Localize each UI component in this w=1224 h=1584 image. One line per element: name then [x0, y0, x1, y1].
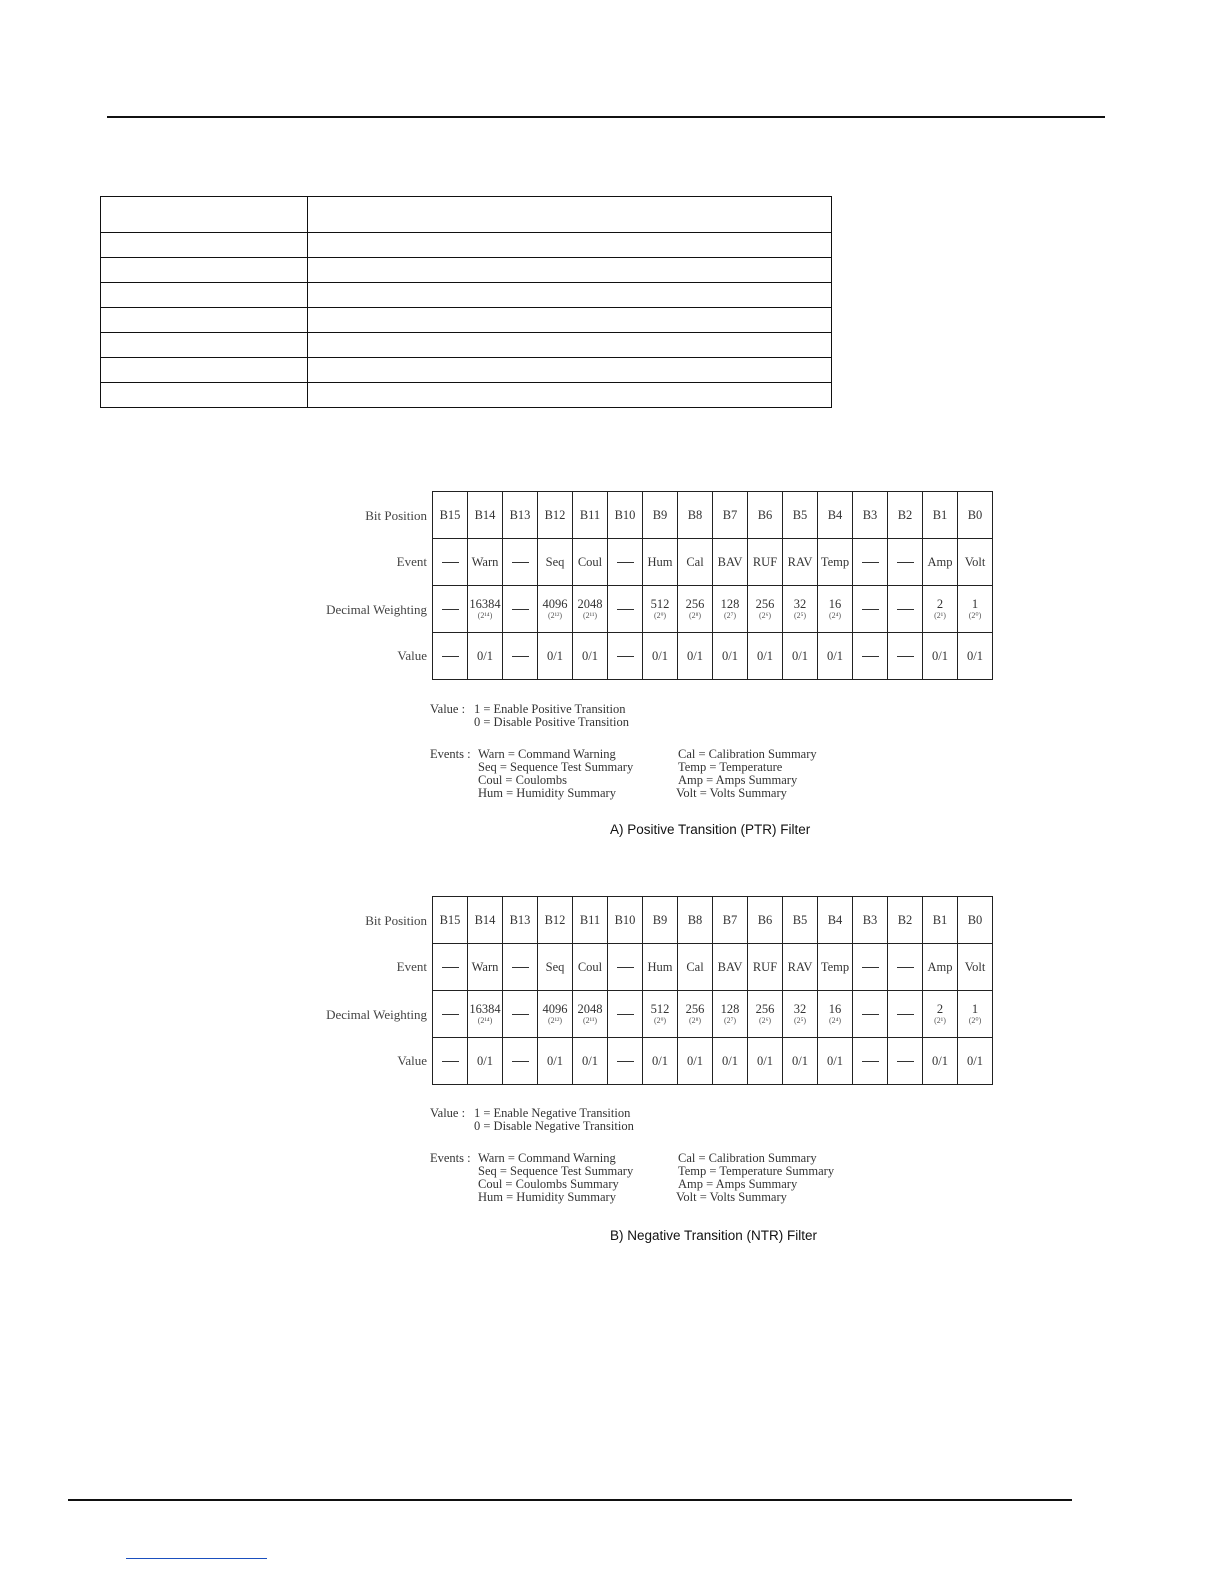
event-cell: Seq — [538, 944, 573, 991]
dash-mark — [617, 562, 634, 563]
weight-cell — [573, 586, 608, 633]
value-cell: 0/1 — [538, 633, 573, 680]
row-label-event: Event — [396, 959, 427, 974]
weight-cell — [678, 991, 713, 1038]
ptr-caption: A) Positive Transition (PTR) Filter — [610, 822, 811, 837]
bit-cell: B1 — [923, 492, 958, 539]
event-cell — [608, 539, 643, 586]
event-cell: RAV — [783, 539, 818, 586]
value-cell: 0/1 — [678, 1038, 713, 1085]
weight-cell — [888, 586, 923, 633]
bit-cell: B2 — [888, 492, 923, 539]
dash-mark — [512, 1061, 529, 1062]
weight-cell — [748, 586, 783, 633]
ntr-caption: B) Negative Transition (NTR) Filter — [610, 1228, 818, 1243]
ntr-event-def: Volt = Volts Summary — [676, 1190, 787, 1204]
bit-cell: B11 — [573, 897, 608, 944]
weight-exponent: (2¹¹) — [582, 610, 598, 620]
weight-value: 16 — [828, 1001, 842, 1016]
weight-cell — [888, 991, 923, 1038]
weight-exponent: (2⁴) — [828, 610, 842, 620]
event-cell — [888, 539, 923, 586]
bit-cell: B4 — [818, 492, 853, 539]
bit-cell: B1 — [923, 897, 958, 944]
event-cell: Warn — [468, 944, 503, 991]
ntr-event-def: Hum = Humidity Summary — [478, 1190, 616, 1204]
weight-value: 1 — [971, 1001, 979, 1016]
event-cell — [853, 539, 888, 586]
bit-cell: B12 — [538, 492, 573, 539]
dash-mark — [862, 967, 879, 968]
weight-exponent: (2⁶) — [758, 1015, 772, 1025]
dash-mark — [862, 1014, 879, 1015]
table-cell — [101, 333, 308, 358]
event-cell — [853, 944, 888, 991]
table-cell — [308, 258, 832, 283]
weight-cell — [713, 991, 748, 1038]
weight-cell — [643, 586, 678, 633]
value-cell: 0/1 — [923, 1038, 958, 1085]
empty-grid-table — [100, 196, 832, 408]
value-cell: 0/1 — [468, 1038, 503, 1085]
dash-mark — [897, 1014, 914, 1015]
dash-mark — [617, 609, 634, 610]
ntr-legend — [430, 1107, 870, 1207]
bit-cell: B14 — [468, 897, 503, 944]
ntr-value-line2: 0 = Disable Negative Transition — [474, 1119, 634, 1133]
weight-cell — [538, 991, 573, 1038]
weight-exponent: (2¹²) — [547, 1015, 563, 1025]
value-cell: 0/1 — [818, 1038, 853, 1085]
value-cell: 0/1 — [783, 1038, 818, 1085]
dash-mark — [897, 562, 914, 563]
weight-cell — [853, 586, 888, 633]
dash-mark — [512, 562, 529, 563]
weight-cell — [468, 991, 503, 1038]
weight-cell — [433, 991, 468, 1038]
bit-cell: B6 — [748, 897, 783, 944]
bit-cell: B5 — [783, 492, 818, 539]
value-cell — [853, 633, 888, 680]
weight-value: 16384 — [469, 596, 501, 611]
header-rule — [107, 116, 1105, 118]
event-cell: Hum — [643, 539, 678, 586]
table-cell — [101, 383, 308, 408]
weight-value: 32 — [793, 1001, 807, 1016]
bit-cell: B10 — [608, 492, 643, 539]
event-cell: Volt — [958, 944, 993, 991]
value-cell — [433, 633, 468, 680]
table-cell — [308, 383, 832, 408]
table-cell — [101, 358, 308, 383]
weight-exponent: (2¹⁴) — [477, 1015, 493, 1025]
footer-rule — [68, 1499, 1072, 1501]
weight-cell — [783, 586, 818, 633]
weight-cell — [923, 586, 958, 633]
weight-cell — [503, 991, 538, 1038]
value-cell: 0/1 — [958, 633, 993, 680]
value-cell: 0/1 — [468, 633, 503, 680]
table-cell — [308, 233, 832, 258]
value-cell: 0/1 — [748, 1038, 783, 1085]
weight-cell — [713, 586, 748, 633]
weight-value: 2048 — [577, 596, 603, 611]
value-cell: 0/1 — [818, 633, 853, 680]
event-cell: Amp — [923, 539, 958, 586]
ntr-event-def: Warn = Command Warning — [478, 1151, 616, 1165]
weight-cell — [818, 586, 853, 633]
value-cell — [853, 1038, 888, 1085]
value-cell: 0/1 — [643, 633, 678, 680]
table-cell — [308, 358, 832, 383]
dash-mark — [897, 1061, 914, 1062]
weight-exponent: (2⁷) — [723, 1015, 737, 1025]
footer-link-underline[interactable] — [126, 1558, 267, 1559]
table-cell — [101, 197, 308, 233]
row-label-value: Value — [397, 648, 427, 663]
weight-exponent: (2⁷) — [723, 610, 737, 620]
weight-exponent: (2⁸) — [688, 1015, 702, 1025]
value-cell: 0/1 — [643, 1038, 678, 1085]
bit-cell: B8 — [678, 492, 713, 539]
value-cell — [608, 633, 643, 680]
value-cell — [608, 1038, 643, 1085]
dash-mark — [442, 1061, 459, 1062]
event-cell — [503, 944, 538, 991]
row-label-bit-position: Bit Position — [365, 508, 427, 523]
bit-cell: B7 — [713, 492, 748, 539]
bit-cell: B6 — [748, 492, 783, 539]
weight-value: 4096 — [542, 596, 568, 611]
ptr-event-def: Seq = Sequence Test Summary — [478, 760, 634, 774]
weight-exponent: (2¹) — [934, 1015, 946, 1025]
bit-cell: B15 — [433, 897, 468, 944]
event-cell — [433, 944, 468, 991]
event-cell: BAV — [713, 539, 748, 586]
dash-mark — [617, 656, 634, 657]
weight-cell — [923, 991, 958, 1038]
event-cell — [888, 944, 923, 991]
weight-cell — [783, 991, 818, 1038]
event-cell: Warn — [468, 539, 503, 586]
row-label-bit-position: Bit Position — [365, 913, 427, 928]
dash-mark — [897, 656, 914, 657]
table-cell — [101, 283, 308, 308]
weight-value: 128 — [720, 596, 740, 611]
dash-mark — [512, 656, 529, 657]
weight-value: 16 — [828, 596, 842, 611]
dash-mark — [862, 562, 879, 563]
bit-cell: B4 — [818, 897, 853, 944]
event-cell: BAV — [713, 944, 748, 991]
weight-cell — [678, 586, 713, 633]
event-cell: Temp — [818, 944, 853, 991]
dash-mark — [897, 967, 914, 968]
bit-cell: B15 — [433, 492, 468, 539]
event-cell: Hum — [643, 944, 678, 991]
weight-value: 256 — [755, 1001, 775, 1016]
table-cell — [308, 308, 832, 333]
bit-cell: B12 — [538, 897, 573, 944]
weight-value: 2 — [936, 1001, 944, 1016]
weight-cell — [958, 586, 993, 633]
bit-cell: B2 — [888, 897, 923, 944]
weight-cell — [538, 586, 573, 633]
bit-cell: B9 — [643, 897, 678, 944]
ptr-register-diagram — [300, 491, 1000, 681]
value-cell: 0/1 — [573, 633, 608, 680]
event-cell — [503, 539, 538, 586]
weight-exponent: (2⁴) — [828, 1015, 842, 1025]
ntr-event-def: Seq = Sequence Test Summary — [478, 1164, 634, 1178]
value-cell: 0/1 — [783, 633, 818, 680]
weight-cell — [818, 991, 853, 1038]
ntr-events-label: Events : — [430, 1151, 471, 1165]
weight-value: 256 — [685, 596, 705, 611]
weight-exponent: (2⁶) — [758, 610, 772, 620]
dash-mark — [442, 1014, 459, 1015]
table-cell — [101, 233, 308, 258]
weight-value: 512 — [650, 1001, 670, 1016]
value-cell: 0/1 — [573, 1038, 608, 1085]
weight-cell — [958, 991, 993, 1038]
value-cell: 0/1 — [678, 633, 713, 680]
ptr-event-def: Warn = Command Warning — [478, 747, 616, 761]
dash-mark — [862, 1061, 879, 1062]
row-label-decimal-weighting: Decimal Weighting — [326, 602, 427, 617]
table-cell — [308, 283, 832, 308]
bit-cell: B0 — [958, 897, 993, 944]
weight-value: 256 — [755, 596, 775, 611]
ntr-value-label: Value : — [430, 1106, 466, 1120]
dash-mark — [512, 1014, 529, 1015]
dash-mark — [442, 967, 459, 968]
ptr-value-label: Value : — [430, 702, 466, 716]
table-cell — [308, 333, 832, 358]
value-cell — [888, 633, 923, 680]
dash-mark — [897, 609, 914, 610]
bit-cell: B7 — [713, 897, 748, 944]
dash-mark — [617, 1061, 634, 1062]
weight-value: 128 — [720, 1001, 740, 1016]
value-cell — [433, 1038, 468, 1085]
weight-value: 4096 — [542, 1001, 568, 1016]
ptr-value-line1: 1 = Enable Positive Transition — [474, 702, 626, 716]
ntr-event-def: Amp = Amps Summary — [678, 1177, 798, 1191]
value-cell: 0/1 — [713, 1038, 748, 1085]
weight-cell — [748, 991, 783, 1038]
ntr-bits-table — [432, 896, 993, 1085]
value-cell: 0/1 — [538, 1038, 573, 1085]
dash-mark — [617, 967, 634, 968]
ptr-value-line2: 0 = Disable Positive Transition — [474, 715, 629, 729]
dash-mark — [442, 609, 459, 610]
bit-cell: B5 — [783, 897, 818, 944]
ptr-event-def: Hum = Humidity Summary — [478, 786, 616, 800]
value-cell — [503, 1038, 538, 1085]
event-cell — [608, 944, 643, 991]
weight-exponent: (2⁵) — [793, 610, 807, 620]
value-cell — [888, 1038, 923, 1085]
weight-cell — [608, 586, 643, 633]
weight-exponent: (2⁹) — [653, 610, 667, 620]
value-cell: 0/1 — [748, 633, 783, 680]
weight-exponent: (2¹⁴) — [477, 610, 493, 620]
event-cell: RAV — [783, 944, 818, 991]
weight-exponent: (2⁰) — [968, 1015, 982, 1025]
bit-cell: B11 — [573, 492, 608, 539]
dash-mark — [617, 1014, 634, 1015]
ntr-value-line1: 1 = Enable Negative Transition — [474, 1106, 631, 1120]
dash-mark — [862, 609, 879, 610]
bit-cell: B13 — [503, 492, 538, 539]
weight-value: 2048 — [577, 1001, 603, 1016]
weight-value: 2 — [936, 596, 944, 611]
bit-cell: B14 — [468, 492, 503, 539]
ptr-legend — [430, 703, 850, 803]
weight-cell — [468, 586, 503, 633]
row-label-value: Value — [397, 1053, 427, 1068]
bit-cell: B8 — [678, 897, 713, 944]
weight-cell — [853, 991, 888, 1038]
ntr-register-diagram — [300, 896, 1000, 1086]
event-cell: Amp — [923, 944, 958, 991]
weight-value: 16384 — [469, 1001, 501, 1016]
ntr-event-def: Cal = Calibration Summary — [678, 1151, 817, 1165]
weight-cell — [643, 991, 678, 1038]
dash-mark — [512, 967, 529, 968]
event-cell: Seq — [538, 539, 573, 586]
bit-cell: B0 — [958, 492, 993, 539]
bit-cell: B10 — [608, 897, 643, 944]
ntr-event-def: Coul = Coulombs Summary — [478, 1177, 619, 1191]
weight-exponent: (2⁸) — [688, 610, 702, 620]
value-cell: 0/1 — [923, 633, 958, 680]
weight-exponent: (2¹¹) — [582, 1015, 598, 1025]
bit-cell: B13 — [503, 897, 538, 944]
weight-value: 256 — [685, 1001, 705, 1016]
weight-exponent: (2⁰) — [968, 610, 982, 620]
weight-exponent: (2¹) — [934, 610, 946, 620]
row-label-event: Event — [396, 554, 427, 569]
row-label-decimal-weighting: Decimal Weighting — [326, 1007, 427, 1022]
ptr-event-def: Amp = Amps Summary — [678, 773, 798, 787]
ptr-bits-table — [432, 491, 993, 680]
event-cell: Coul — [573, 944, 608, 991]
bit-cell: B3 — [853, 897, 888, 944]
ptr-event-def: Temp = Temperature — [678, 760, 783, 774]
event-cell — [433, 539, 468, 586]
weight-exponent: (2⁹) — [653, 1015, 667, 1025]
ptr-events-label: Events : — [430, 747, 471, 761]
dash-mark — [862, 656, 879, 657]
event-cell: Volt — [958, 539, 993, 586]
weight-exponent: (2¹²) — [547, 610, 563, 620]
dash-mark — [442, 656, 459, 657]
dash-mark — [442, 562, 459, 563]
ptr-event-def: Volt = Volts Summary — [676, 786, 787, 800]
event-cell: Temp — [818, 539, 853, 586]
weight-cell — [608, 991, 643, 1038]
event-cell: RUF — [748, 539, 783, 586]
event-cell: Coul — [573, 539, 608, 586]
weight-cell — [573, 991, 608, 1038]
bit-cell: B9 — [643, 492, 678, 539]
weight-value: 512 — [650, 596, 670, 611]
weight-cell — [433, 586, 468, 633]
weight-cell — [503, 586, 538, 633]
weight-exponent: (2⁵) — [793, 1015, 807, 1025]
event-cell: RUF — [748, 944, 783, 991]
ntr-event-def: Temp = Temperature Summary — [678, 1164, 835, 1178]
value-cell — [503, 633, 538, 680]
table-cell — [101, 308, 308, 333]
value-cell: 0/1 — [958, 1038, 993, 1085]
dash-mark — [512, 609, 529, 610]
value-cell: 0/1 — [713, 633, 748, 680]
ptr-event-def: Coul = Coulombs — [478, 773, 568, 787]
event-cell: Cal — [678, 944, 713, 991]
weight-value: 1 — [971, 596, 979, 611]
bit-cell: B3 — [853, 492, 888, 539]
table-cell — [308, 197, 832, 233]
ptr-event-def: Cal = Calibration Summary — [678, 747, 817, 761]
event-cell: Cal — [678, 539, 713, 586]
table-cell — [101, 258, 308, 283]
weight-value: 32 — [793, 596, 807, 611]
